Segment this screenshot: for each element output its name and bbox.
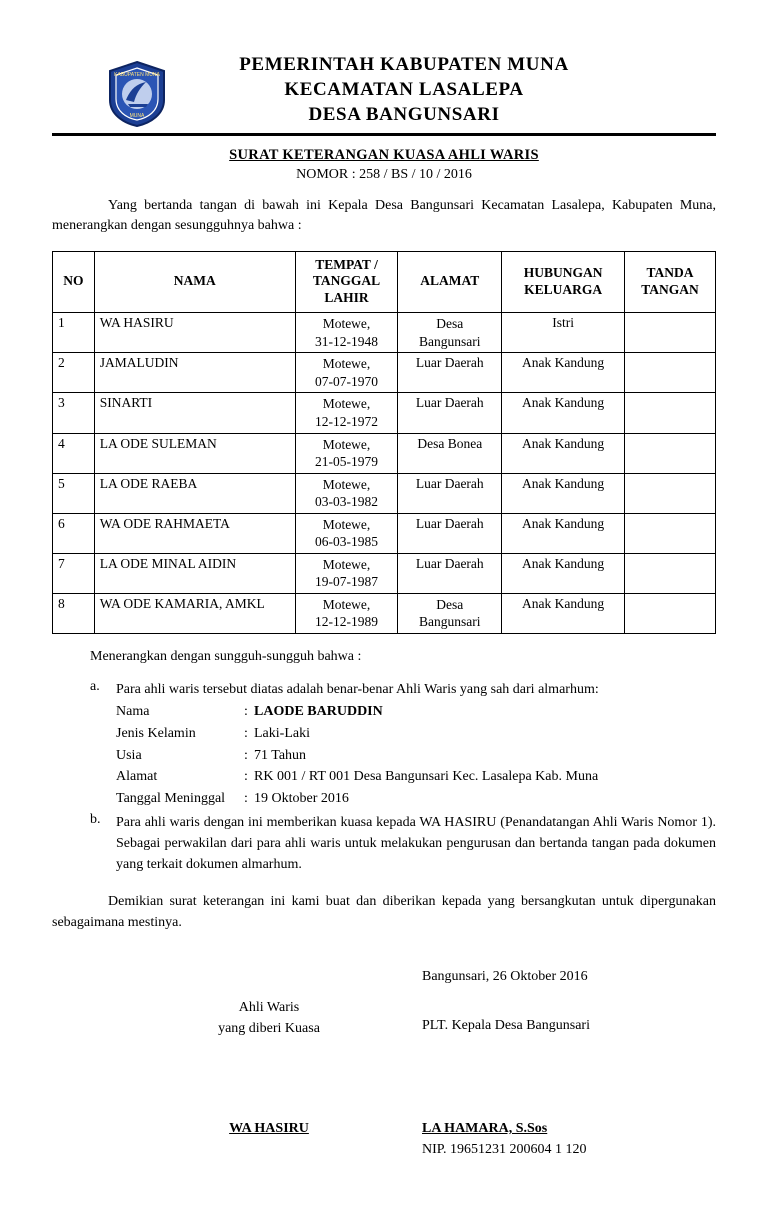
th-tempat-tanggal-lahir [295, 251, 398, 313]
cell-tempat: Motewe, [322, 596, 371, 612]
cell-ttl [295, 313, 398, 353]
deceased-fields [116, 701, 716, 809]
th-ttl-line2: TANGGAL [312, 273, 381, 289]
cell-alamat: Luar Daerah [398, 353, 502, 393]
th-tanda-tangan [624, 251, 715, 313]
header-line-2: KECAMATAN LASALEPA [284, 79, 524, 100]
field-alamat [116, 766, 716, 788]
heirs-table [52, 251, 716, 634]
cell-nama: WA HASIRU [94, 313, 295, 353]
table-row [53, 313, 716, 353]
item-a-text: Para ahli waris tersebut diatas adalah benar-benar Ahli Waris yang sah dari almarhum: [116, 682, 599, 698]
cell-ttl [295, 513, 398, 553]
th-alamat: ALAMAT [398, 251, 502, 313]
cell-ttl [295, 433, 398, 473]
cell-no: 8 [53, 593, 95, 633]
cell-nama: LA ODE MINAL AIDIN [94, 553, 295, 593]
cell-no: 3 [53, 393, 95, 433]
field-nama-label: Nama [116, 704, 150, 720]
svg-text:MUNA: MUNA [129, 113, 145, 119]
cell-hubungan: Anak Kandung [502, 553, 625, 593]
field-jenis-kelamin-sep: : [244, 725, 248, 741]
th-ttl-line1: TEMPAT / [315, 256, 378, 272]
cell-tempat: Motewe, [322, 396, 371, 412]
cell-ttl [295, 393, 398, 433]
signature-left-name: WA HASIRU [229, 1120, 309, 1136]
field-alamat-label: Alamat [116, 769, 158, 785]
signature-right-caption: PLT. Kepala Desa Bangunsari [422, 1017, 590, 1033]
cell-tempat: Motewe, [322, 476, 371, 492]
cell-tanggal: 21-05-1979 [315, 454, 378, 470]
cell-tanda-tangan [624, 473, 715, 513]
statement-item-b [52, 812, 716, 875]
cell-tanda-tangan [624, 393, 715, 433]
cell-nama: JAMALUDIN [94, 353, 295, 393]
cell-hubungan: Anak Kandung [502, 513, 625, 553]
signature-left-caption [164, 997, 374, 1039]
field-alamat-value: RK 001 / RT 001 Desa Bangunsari Kec. Lasalepa Kab. Muna [254, 769, 599, 785]
th-ttd-line1: TANDA [646, 265, 694, 281]
cell-tanda-tangan [624, 433, 715, 473]
th-hub-line2: KELUARGA [524, 281, 603, 297]
field-jenis-kelamin-label: Jenis Kelamin [116, 725, 196, 741]
cell-tanggal: 19-07-1987 [315, 574, 378, 590]
field-tanggal-meninggal [116, 788, 716, 810]
item-a-marker: a. [90, 679, 100, 695]
th-hubungan-keluarga [502, 251, 625, 313]
signature-right-name: LA HAMARA, S.Sos [422, 1120, 548, 1136]
cell-tanggal: 31-12-1948 [315, 333, 378, 349]
cell-ttl [295, 473, 398, 513]
field-tanggal-meninggal-value: 19 Oktober 2016 [254, 791, 349, 807]
cell-tempat: Motewe, [322, 436, 371, 452]
emblem-logo-icon [106, 60, 168, 128]
th-nama: NAMA [94, 251, 295, 313]
cell-nama: WA ODE RAHMAETA [94, 513, 295, 553]
cell-ttl [295, 553, 398, 593]
cell-alamat [398, 593, 502, 633]
cell-alamat-line1: Desa [436, 596, 464, 612]
table-row [53, 513, 716, 553]
cell-hubungan: Anak Kandung [502, 433, 625, 473]
cell-nama: WA ODE KAMARIA, AMKL [94, 593, 295, 633]
header-divider [52, 133, 716, 136]
cell-hubungan: Istri [502, 313, 625, 353]
cell-nama: LA ODE SULEMAN [94, 433, 295, 473]
table-header-row [53, 251, 716, 313]
document-title-block [52, 147, 716, 183]
statement-block [52, 647, 716, 875]
cell-nama: SINARTI [94, 393, 295, 433]
table-row [53, 433, 716, 473]
item-b-marker: b. [90, 811, 101, 827]
cell-no: 1 [53, 313, 95, 353]
table-row [53, 473, 716, 513]
cell-tanggal: 12-12-1972 [315, 413, 378, 429]
signature-left-line2: yang diberi Kuasa [218, 1020, 320, 1036]
signature-area [52, 969, 716, 1159]
field-alamat-sep: : [244, 769, 248, 785]
cell-alamat: Luar Daerah [398, 473, 502, 513]
field-nama-value: LAODE BARUDDIN [254, 704, 383, 720]
closing-paragraph: Demikian surat keterangan ini kami buat dan diberikan kepada yang bersangkutan untuk dipergunakan sebagaimana mestinya. [52, 893, 716, 930]
document-header [52, 52, 716, 136]
th-ttl-line3: LAHIR [324, 290, 369, 306]
cell-no: 6 [53, 513, 95, 553]
th-hub-line1: HUBUNGAN [523, 265, 603, 281]
cell-ttl [295, 593, 398, 633]
cell-alamat-line1: Desa [436, 316, 464, 332]
cell-no: 5 [53, 473, 95, 513]
field-usia-label: Usia [116, 747, 142, 763]
field-jenis-kelamin-value: Laki-Laki [254, 725, 310, 741]
cell-alamat [398, 313, 502, 353]
th-no: NO [53, 251, 95, 313]
document-number: NOMOR : 258 / BS / 10 / 2016 [296, 167, 472, 182]
table-row [53, 393, 716, 433]
field-usia-sep: : [244, 747, 248, 763]
cell-alamat-line2: Bangunsari [419, 333, 481, 349]
cell-nama: LA ODE RAEBA [94, 473, 295, 513]
cell-tempat: Motewe, [322, 516, 371, 532]
cell-no: 7 [53, 553, 95, 593]
cell-hubungan: Anak Kandung [502, 593, 625, 633]
cell-tanda-tangan [624, 313, 715, 353]
field-nama [116, 701, 716, 723]
signature-right-nip: NIP. 19651231 200604 1 120 [422, 1141, 587, 1157]
cell-no: 2 [53, 353, 95, 393]
cell-alamat: Luar Daerah [398, 513, 502, 553]
field-nama-sep: : [244, 704, 248, 720]
cell-tanggal: 03-03-1982 [315, 494, 378, 510]
field-jenis-kelamin [116, 723, 716, 745]
signature-left-line1: Ahli Waris [238, 999, 300, 1015]
statement-intro: Menerangkan dengan sungguh-sungguh bahwa : [90, 648, 362, 664]
cell-tempat: Motewe, [322, 556, 371, 572]
cell-ttl [295, 353, 398, 393]
cell-alamat: Luar Daerah [398, 393, 502, 433]
statement-item-a [52, 679, 716, 700]
cell-tanggal: 06-03-1985 [315, 534, 378, 550]
table-row [53, 593, 716, 633]
cell-no: 4 [53, 433, 95, 473]
cell-hubungan: Anak Kandung [502, 473, 625, 513]
cell-tanda-tangan [624, 593, 715, 633]
table-row [53, 553, 716, 593]
document-title: SURAT KETERANGAN KUASA AHLI WARIS [229, 147, 539, 163]
header-line-3: DESA BANGUNSARI [308, 104, 500, 125]
field-tanggal-meninggal-sep: : [244, 791, 248, 807]
cell-hubungan: Anak Kandung [502, 353, 625, 393]
opening-paragraph: Yang bertanda tangan di bawah ini Kepala Desa Bangunsari Kecamatan Lasalepa, Kabupaten Muna, menerangkan dengan sesungguhnya bahwa : [52, 198, 716, 234]
th-ttd-line2: TANGAN [641, 281, 699, 297]
cell-hubungan: Anak Kandung [502, 393, 625, 433]
cell-alamat: Luar Daerah [398, 553, 502, 593]
cell-tanda-tangan [624, 513, 715, 553]
cell-alamat-line2: Bangunsari [419, 614, 481, 630]
cell-tanda-tangan [624, 553, 715, 593]
field-tanggal-meninggal-label: Tanggal Meninggal [116, 791, 226, 807]
field-usia [116, 745, 716, 767]
field-usia-value: 71 Tahun [254, 747, 307, 763]
svg-text:KABUPATEN MUNA: KABUPATEN MUNA [114, 72, 160, 78]
cell-alamat: Desa Bonea [398, 433, 502, 473]
cell-tanggal: 12-12-1989 [315, 614, 378, 630]
table-row [53, 353, 716, 393]
item-b-text: Para ahli waris dengan ini memberikan kuasa kepada WA HASIRU (Penandatangan Ahli Waris Nomor 1). Sebagai perwakilan dari para ahli waris untuk melakukan pengurusan dan bertanda tangan pada dokumen yang terkait dokumen almarhum. [116, 814, 716, 872]
cell-tanggal: 07-07-1970 [315, 373, 378, 389]
cell-tempat: Motewe, [322, 356, 371, 372]
header-line-1: PEMERINTAH KABUPATEN MUNA [239, 54, 569, 75]
signature-place-date: Bangunsari, 26 Oktober 2016 [422, 968, 588, 984]
cell-tempat: Motewe, [322, 316, 371, 332]
cell-tanda-tangan [624, 353, 715, 393]
